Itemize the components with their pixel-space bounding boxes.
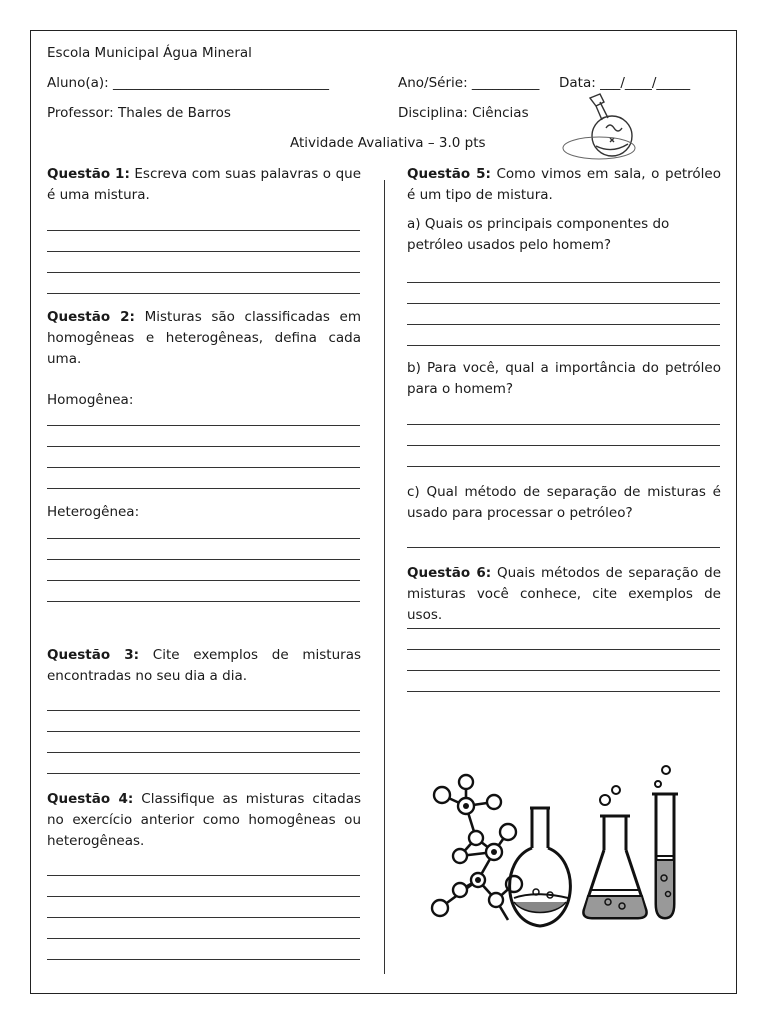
answer-line[interactable] — [47, 446, 360, 447]
question-5a: a) Quais os principais componentes do petróleo usados pelo homem? — [407, 216, 670, 253]
answer-line[interactable] — [407, 324, 720, 325]
erlenmeyer-flask-icon — [584, 786, 647, 918]
question-1-label: Questão 1: — [47, 166, 130, 182]
date-label: Data: — [559, 75, 601, 91]
answer-line[interactable] — [407, 345, 720, 346]
answer-line[interactable] — [47, 272, 360, 273]
activity-title: Atividade Avaliativa – 3.0 pts — [290, 135, 486, 151]
answer-line[interactable] — [47, 251, 360, 252]
question-3 — [47, 645, 361, 687]
heterogenea-label: Heterogênea: — [47, 504, 140, 520]
question-5b: b) Para você, qual a importância do petróleo para o homem? — [407, 360, 721, 397]
question-4-text: Classifique as misturas citadas no exercício anterior como homogêneas ou heterogêneas. — [47, 791, 362, 849]
column-divider — [384, 180, 385, 974]
student-line — [47, 74, 329, 92]
question-6 — [407, 563, 721, 626]
answer-line[interactable] — [47, 938, 360, 939]
answer-line[interactable] — [407, 628, 720, 629]
student-label: Aluno(a): — [47, 75, 114, 91]
answer-line[interactable] — [407, 445, 720, 446]
answer-line[interactable] — [47, 559, 360, 560]
question-5c: c) Qual método de separação de misturas é usado para processar o petróleo? — [407, 484, 721, 521]
answer-line[interactable] — [47, 467, 360, 468]
answer-line[interactable] — [47, 773, 360, 774]
answer-line[interactable] — [407, 424, 720, 425]
question-1-text: Escreva com suas palavras o que é uma mistura. — [47, 166, 362, 203]
answer-line[interactable] — [47, 230, 360, 231]
grade-blank[interactable]: __________ — [471, 75, 540, 91]
answer-line[interactable] — [407, 649, 720, 650]
question-3-label: Questão 3: — [47, 647, 140, 663]
homogenea-label: Homogênea: — [47, 392, 134, 408]
question-5 — [407, 164, 721, 206]
answer-line[interactable] — [407, 303, 720, 304]
answer-line[interactable] — [47, 875, 360, 876]
question-6-text: Quais métodos de separação de misturas você conhece, cite exemplos de usos. — [407, 565, 722, 623]
answer-line[interactable] — [407, 547, 720, 548]
answer-line[interactable] — [47, 580, 360, 581]
answer-line[interactable] — [407, 670, 720, 671]
question-2-label: Questão 2: — [47, 309, 135, 325]
teacher-name: Professor: Thales de Barros — [47, 105, 231, 121]
date-blank[interactable]: ___/____/_____ — [600, 75, 691, 91]
answer-line[interactable] — [47, 293, 360, 294]
answer-line[interactable] — [407, 282, 720, 283]
question-1 — [47, 164, 361, 206]
answer-line[interactable] — [47, 710, 360, 711]
question-2 — [47, 307, 361, 370]
flask-sketch-icon — [556, 88, 642, 164]
answer-line[interactable] — [47, 488, 360, 489]
answer-line[interactable] — [47, 896, 360, 897]
question-5-text: Como vimos em sala, o petróleo é um tipo de mistura. — [407, 166, 721, 203]
grade-label: Ano/Série: — [398, 75, 472, 91]
school-name: Escola Municipal Água Mineral — [47, 45, 252, 61]
student-blank[interactable]: ________________________________ — [113, 75, 330, 91]
grade-line — [398, 74, 539, 92]
round-flask-icon — [510, 808, 571, 926]
answer-line[interactable] — [407, 691, 720, 692]
question-6-label: Questão 6: — [407, 565, 492, 581]
answer-line[interactable] — [47, 601, 360, 602]
question-2-text: Misturas são classificadas em homogêneas e heterogêneas, defina cada uma. — [47, 309, 361, 367]
answer-line[interactable] — [47, 425, 360, 426]
answer-line[interactable] — [47, 959, 360, 960]
lab-glassware-molecule-illustration — [420, 760, 710, 940]
question-3-text: Cite exemplos de misturas encontradas no seu dia a dia. — [47, 647, 362, 684]
subject-name: Disciplina: Ciências — [398, 105, 529, 121]
answer-line[interactable] — [407, 466, 720, 467]
test-tube-icon — [652, 766, 678, 918]
answer-line[interactable] — [47, 917, 360, 918]
question-4 — [47, 789, 361, 852]
question-4-label: Questão 4: — [47, 791, 134, 807]
answer-line[interactable] — [47, 538, 360, 539]
answer-line[interactable] — [47, 752, 360, 753]
answer-line[interactable] — [47, 731, 360, 732]
question-5-label: Questão 5: — [407, 166, 491, 182]
